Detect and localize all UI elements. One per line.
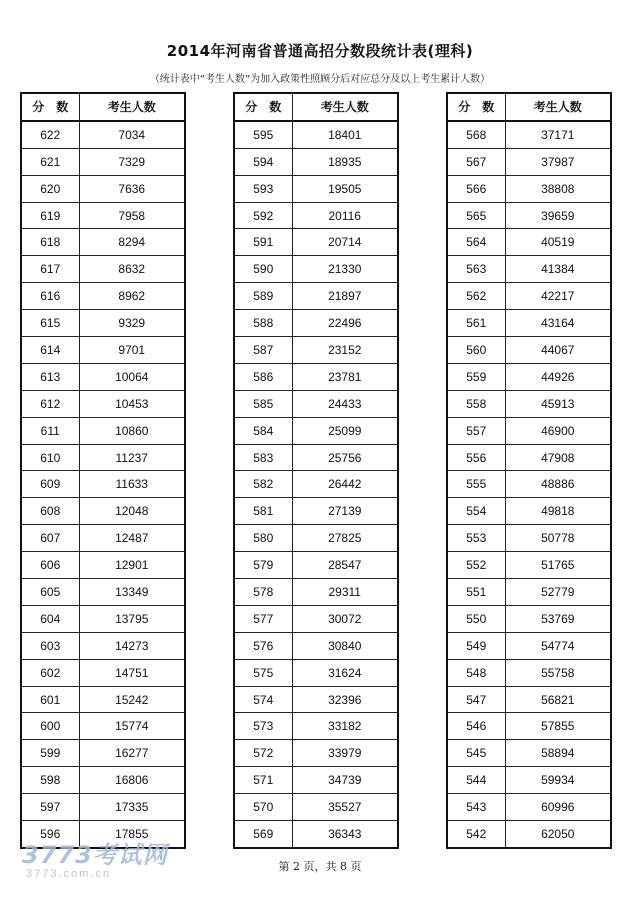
score-cell: 553 [447,525,505,552]
table-row [447,148,611,175]
table-row [21,121,185,148]
page-number: 第 2 页，共 8 页 [278,860,362,873]
count-cell: 62050 [505,821,611,848]
score-cell: 567 [447,148,505,175]
count-cell: 27825 [292,525,398,552]
count-cell: 29311 [292,579,398,606]
score-cell: 611 [21,417,79,444]
count-cell: 17855 [79,821,185,848]
score-cell: 600 [21,713,79,740]
count-cell: 11633 [79,471,185,498]
score-cell: 548 [447,659,505,686]
count-cell: 8962 [79,283,185,310]
count-cell: 18401 [292,121,398,148]
score-cell: 547 [447,686,505,713]
table-row [234,337,398,364]
count-cell: 15242 [79,686,185,713]
table-row [447,605,611,632]
table-row [21,605,185,632]
table-row [21,283,185,310]
score-cell: 561 [447,310,505,337]
score-cell: 545 [447,740,505,767]
count-cell: 9701 [79,337,185,364]
score-cell: 588 [234,310,292,337]
score-cell: 606 [21,552,79,579]
page-title: 2014年河南省普通高招分数段统计表(理科) [166,42,474,60]
count-cell: 10860 [79,417,185,444]
count-cell: 19505 [292,175,398,202]
score-cell: 543 [447,794,505,821]
score-cell: 554 [447,498,505,525]
table-row [447,632,611,659]
count-cell: 43164 [505,310,611,337]
score-cell: 593 [234,175,292,202]
score-cell: 581 [234,498,292,525]
score-cell: 577 [234,605,292,632]
table-row [447,579,611,606]
table-row [447,310,611,337]
count-cell: 32396 [292,686,398,713]
table-row [234,713,398,740]
count-header: 考生人数 [505,93,611,121]
count-header: 考生人数 [79,93,185,121]
count-cell: 16277 [79,740,185,767]
count-cell: 10064 [79,363,185,390]
table-row [234,202,398,229]
count-cell: 9329 [79,310,185,337]
count-cell: 7958 [79,202,185,229]
count-cell: 35527 [292,794,398,821]
table-row [447,256,611,283]
score-cell: 585 [234,390,292,417]
score-cell: 602 [21,659,79,686]
table-row [447,498,611,525]
count-cell: 41384 [505,256,611,283]
score-cell: 620 [21,175,79,202]
count-cell: 54774 [505,632,611,659]
score-header: 分 数 [21,93,79,121]
table-row [447,794,611,821]
score-cell: 569 [234,821,292,848]
count-cell: 46900 [505,417,611,444]
table-row [234,148,398,175]
watermark-url: 3773.com.cn [26,868,111,880]
count-cell: 11237 [79,444,185,471]
table-row [21,552,185,579]
table-row [447,552,611,579]
count-cell: 13795 [79,605,185,632]
table-row [234,579,398,606]
table-row [234,740,398,767]
count-cell: 45913 [505,390,611,417]
score-cell: 546 [447,713,505,740]
count-cell: 18935 [292,148,398,175]
count-cell: 60996 [505,794,611,821]
score-cell: 595 [234,121,292,148]
table-row [21,229,185,256]
count-cell: 37987 [505,148,611,175]
count-cell: 33182 [292,713,398,740]
score-cell: 582 [234,471,292,498]
score-cell: 604 [21,605,79,632]
table-row [447,202,611,229]
table-row [234,310,398,337]
score-cell: 617 [21,256,79,283]
score-cell: 605 [21,579,79,606]
count-cell: 28547 [292,552,398,579]
count-cell: 8294 [79,229,185,256]
table-row [21,202,185,229]
count-cell: 39659 [505,202,611,229]
table-row [21,417,185,444]
count-cell: 58894 [505,740,611,767]
table-row [21,686,185,713]
count-cell: 20116 [292,202,398,229]
table-row [21,713,185,740]
table-row [447,337,611,364]
count-cell: 48886 [505,471,611,498]
score-header: 分 数 [447,93,505,121]
count-cell: 23152 [292,337,398,364]
table-row [447,283,611,310]
table-row [447,363,611,390]
table-row [234,552,398,579]
table-row [447,713,611,740]
count-cell: 49818 [505,498,611,525]
count-cell: 25756 [292,444,398,471]
score-cell: 576 [234,632,292,659]
count-cell: 56821 [505,686,611,713]
table-row [234,390,398,417]
score-cell: 575 [234,659,292,686]
count-cell: 51765 [505,552,611,579]
table-row [234,498,398,525]
table-row [21,148,185,175]
table-row [234,121,398,148]
table-row [234,444,398,471]
score-cell: 578 [234,579,292,606]
table-row [21,256,185,283]
score-cell: 594 [234,148,292,175]
score-cell: 580 [234,525,292,552]
table-header-row [234,93,398,121]
count-cell: 30072 [292,605,398,632]
count-cell: 20714 [292,229,398,256]
score-cell: 619 [21,202,79,229]
score-cell: 596 [21,821,79,848]
count-cell: 37171 [505,121,611,148]
score-cell: 556 [447,444,505,471]
table-row [234,632,398,659]
score-cell: 587 [234,337,292,364]
score-cell: 615 [21,310,79,337]
score-cell: 591 [234,229,292,256]
score-header: 分 数 [234,93,292,121]
table-row [21,498,185,525]
count-cell: 24433 [292,390,398,417]
score-cell: 597 [21,794,79,821]
count-cell: 26442 [292,471,398,498]
table-row [21,337,185,364]
table-row [447,444,611,471]
table-row [21,471,185,498]
count-cell: 38808 [505,175,611,202]
count-cell: 50778 [505,525,611,552]
count-cell: 47908 [505,444,611,471]
count-header: 考生人数 [292,93,398,121]
table-row [447,175,611,202]
table-row [447,686,611,713]
table-row [447,417,611,444]
count-cell: 12901 [79,552,185,579]
count-cell: 44926 [505,363,611,390]
count-cell: 15774 [79,713,185,740]
score-cell: 579 [234,552,292,579]
table-row [234,175,398,202]
table-row [447,121,611,148]
score-table-2 [233,92,399,849]
count-cell: 27139 [292,498,398,525]
table-row [234,686,398,713]
watermark-brand: 3773考试网 [22,841,168,869]
count-cell: 59934 [505,767,611,794]
table-row [234,605,398,632]
table-row [21,390,185,417]
score-cell: 592 [234,202,292,229]
table-row [447,525,611,552]
count-cell: 7636 [79,175,185,202]
count-cell: 14751 [79,659,185,686]
count-cell: 52779 [505,579,611,606]
score-cell: 550 [447,605,505,632]
count-cell: 42217 [505,283,611,310]
score-cell: 570 [234,794,292,821]
count-cell: 34739 [292,767,398,794]
table-row [447,821,611,848]
score-cell: 571 [234,767,292,794]
count-cell: 12487 [79,525,185,552]
table-row [234,794,398,821]
score-cell: 612 [21,390,79,417]
count-cell: 22496 [292,310,398,337]
score-table-3 [446,92,612,849]
table-row [21,363,185,390]
table-row [447,659,611,686]
count-cell: 17335 [79,794,185,821]
count-cell: 53769 [505,605,611,632]
count-cell: 57855 [505,713,611,740]
count-cell: 25099 [292,417,398,444]
table-row [21,310,185,337]
score-cell: 544 [447,767,505,794]
count-cell: 13349 [79,579,185,606]
score-cell: 568 [447,121,505,148]
table-row [21,579,185,606]
table-row [234,767,398,794]
table-row [234,283,398,310]
count-cell: 8632 [79,256,185,283]
table-row [447,740,611,767]
score-cell: 599 [21,740,79,767]
table-row [234,525,398,552]
table-row [447,471,611,498]
score-table-1 [20,92,186,849]
table-row [21,740,185,767]
count-cell: 55758 [505,659,611,686]
score-cell: 614 [21,337,79,364]
score-cell: 557 [447,417,505,444]
score-cell: 621 [21,148,79,175]
score-cell: 563 [447,256,505,283]
table-row [234,471,398,498]
count-cell: 36343 [292,821,398,848]
table-row [447,767,611,794]
count-cell: 14273 [79,632,185,659]
score-cell: 601 [21,686,79,713]
score-cell: 551 [447,579,505,606]
count-cell: 23781 [292,363,398,390]
score-cell: 607 [21,525,79,552]
score-cell: 542 [447,821,505,848]
count-cell: 21330 [292,256,398,283]
table-row [234,256,398,283]
count-cell: 44067 [505,337,611,364]
table-row [21,794,185,821]
score-cell: 598 [21,767,79,794]
table-row [447,229,611,256]
score-cell: 558 [447,390,505,417]
table-row [21,444,185,471]
score-cell: 559 [447,363,505,390]
score-cell: 549 [447,632,505,659]
count-cell: 33979 [292,740,398,767]
score-cell: 583 [234,444,292,471]
score-cell: 573 [234,713,292,740]
table-row [234,417,398,444]
score-cell: 572 [234,740,292,767]
count-cell: 21897 [292,283,398,310]
score-cell: 586 [234,363,292,390]
score-cell: 565 [447,202,505,229]
table-row [21,175,185,202]
table-row [21,767,185,794]
count-cell: 12048 [79,498,185,525]
score-cell: 613 [21,363,79,390]
table-row [234,229,398,256]
score-cell: 618 [21,229,79,256]
score-cell: 590 [234,256,292,283]
score-cell: 560 [447,337,505,364]
table-header-row [21,93,185,121]
count-cell: 10453 [79,390,185,417]
count-cell: 31624 [292,659,398,686]
table-row [234,363,398,390]
table-row [21,525,185,552]
table-row [234,821,398,848]
score-cell: 566 [447,175,505,202]
table-row [234,659,398,686]
count-cell: 7034 [79,121,185,148]
score-cell: 610 [21,444,79,471]
score-cell: 603 [21,632,79,659]
score-cell: 622 [21,121,79,148]
table-note: （统计表中“考生人数”为加入政策性照顾分后对应总分及以上考生累计人数） [149,74,491,85]
score-cell: 584 [234,417,292,444]
score-cell: 589 [234,283,292,310]
score-cell: 564 [447,229,505,256]
table-header-row [447,93,611,121]
score-cell: 555 [447,471,505,498]
table-row [21,632,185,659]
count-cell: 16806 [79,767,185,794]
score-cell: 574 [234,686,292,713]
score-cell: 616 [21,283,79,310]
score-cell: 552 [447,552,505,579]
table-row [447,390,611,417]
score-cell: 562 [447,283,505,310]
score-cell: 609 [21,471,79,498]
table-row [21,659,185,686]
count-cell: 7329 [79,148,185,175]
count-cell: 30840 [292,632,398,659]
score-cell: 608 [21,498,79,525]
count-cell: 40519 [505,229,611,256]
